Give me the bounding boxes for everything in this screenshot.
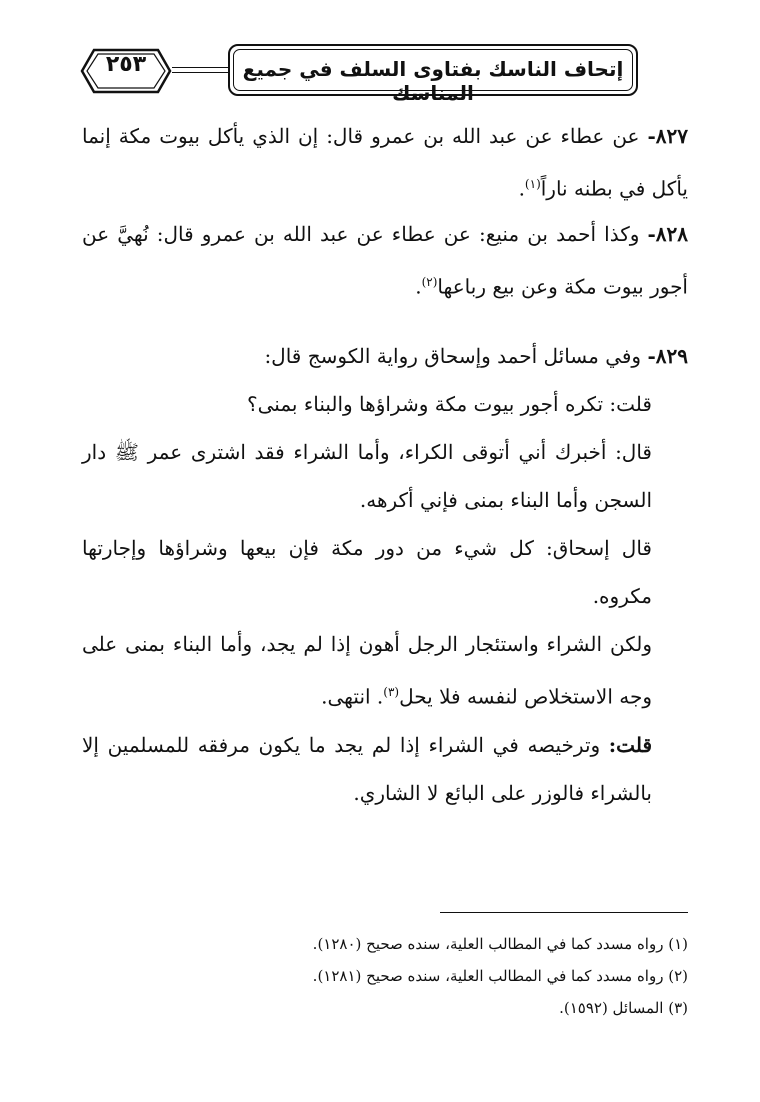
footnote-ref: (٣) — [383, 685, 400, 699]
entry-829 — [82, 332, 688, 817]
answer-1: قال: أخبرك أني أتوقى الكراء، وأما الشراء فقد اشترى عمر ﷺ دار السجن وأما البناء بمنى فإني أكرهه. — [82, 440, 652, 512]
header-connector — [172, 67, 230, 73]
footnote-1: (١) رواه مسدد كما في المطالب العلية، سنده صحيح (١٢٨٠). — [312, 935, 688, 953]
conclusion-text: وترخيصه في الشراء إذا لم يجد ما يكون مرفقه للمسلمين إلا بالشراء فالوزر على البائع لا الشاري. — [82, 732, 652, 805]
conclusion — [82, 721, 688, 817]
entry-827: ٨٢٧- عن عطاء عن عبد الله بن عمرو قال: إن الذي يأكل بيوت مكة إنما يأكل في بطنه ناراً$^{(١)}$. — [82, 124, 688, 201]
footnotes — [82, 928, 688, 1024]
footnote-ref: (١) — [524, 177, 541, 191]
question-1: قلت: تكره أجور بيوت مكة وشراؤها والبناء بمنى؟ — [247, 392, 652, 416]
page-number: ٢٥٣ — [105, 52, 147, 77]
footnote-2: (٢) رواه مسدد كما في المطالب العلية، سنده صحيح (١٢٨١). — [312, 967, 688, 985]
page-header — [80, 44, 650, 105]
entry-number: ٨٢٨- — [647, 222, 689, 246]
conclusion-label: قلت: — [608, 732, 652, 757]
answer-3: ولكن الشراء واستئجار الرجل أهون إذا لم يجد، وأما البناء بمنى على وجه الاستخلاص لنفسه فلا يحل$^{(٣)}$. انتهى. — [82, 632, 652, 709]
entry-text: وكذا أحمد بن منيع: عن عطاء عن عبد الله بن عمرو قال: نُهيَّ عن أجور بيوت مكة وعن بيع رباعها — [82, 222, 688, 299]
entry-text: عن عطاء عن عبد الله بن عمرو قال: إن الذي يأكل بيوت مكة إنما يأكل في بطنه ناراً — [82, 124, 688, 201]
book-title: إتحاف الناسك بفتاوى السلف في جميع المناسك — [242, 57, 624, 105]
footnote-3: (٣) المسائل (١٥٩٢). — [559, 999, 688, 1017]
entry-number: ٨٢٧- — [647, 124, 688, 148]
entry-number: ٨٢٩- — [647, 344, 688, 368]
entry-text: وفي مسائل أحمد وإسحاق رواية الكوسج قال: — [264, 344, 642, 368]
entry-828: ٨٢٨- وكذا أحمد بن منيع: عن عطاء عن عبد الله بن عمرو قال: نُهيَّ عن أجور بيوت مكة وعن بيع رباعها$^{(٢)}$. — [82, 222, 689, 299]
footnote-ref: (٢) — [421, 275, 438, 289]
answer-2: قال إسحاق: كل شيء من دور مكة فإن بيعها وشراؤها وإجارتها مكروه. — [82, 536, 652, 608]
title-frame — [228, 44, 638, 105]
footnote-divider — [440, 912, 688, 913]
